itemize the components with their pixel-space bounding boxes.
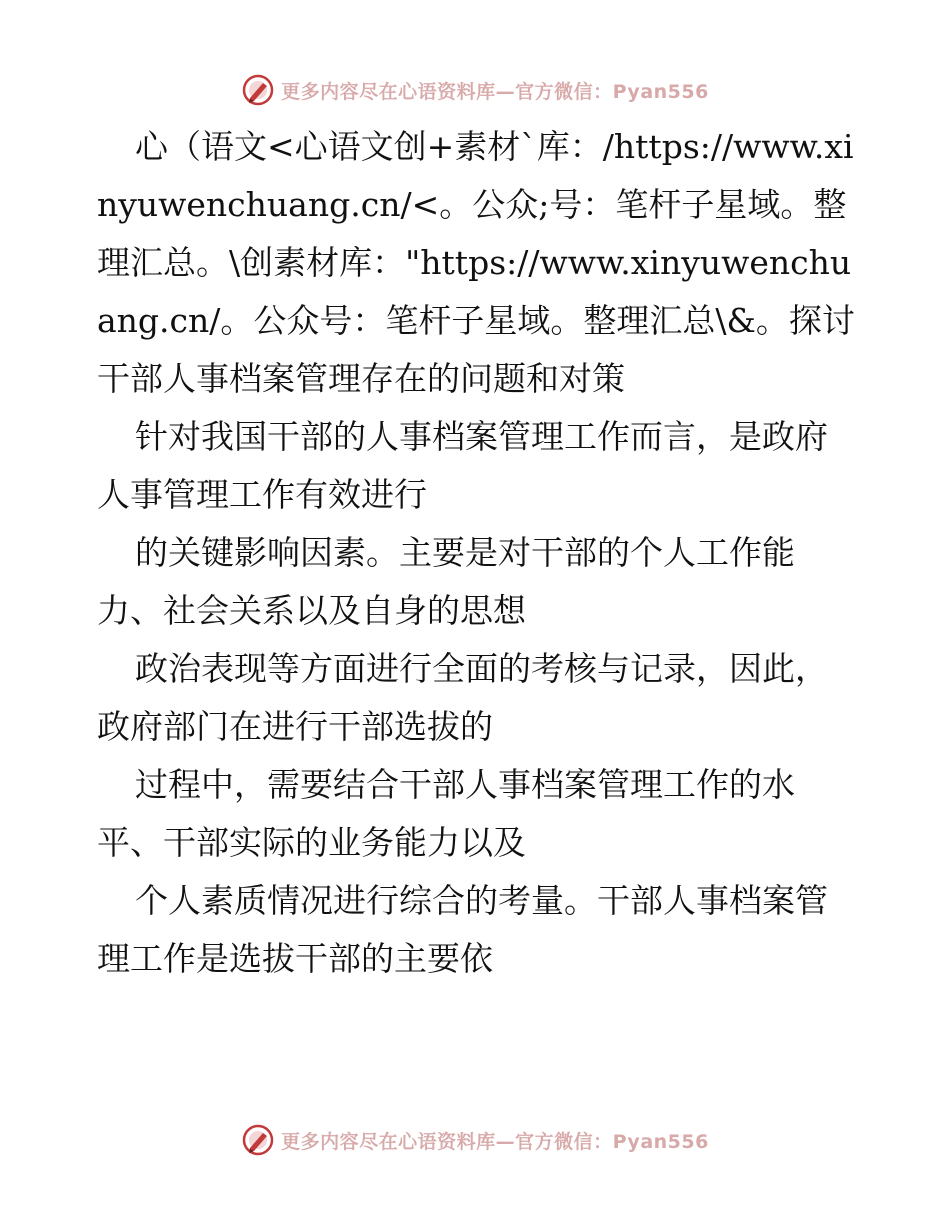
footer-banner [0,1120,950,1160]
paragraph: 政治表现等方面进行全面的考核与记录，因此，政府部门在进行干部选拔的 [97,649,828,746]
paragraph: 心（语文<心语文创+素材`库：/https://www.xinyuwenchuang.cn/<。公众;号：笔杆子星域。整理汇总。\创素材库："https://www.xinyuwenchuang.cn/。公众号：笔杆子星域。整理汇总\&。探讨干部人事档案管理存在的问题和对策 [97,127,855,398]
header-banner-text: 更多内容尽在心语资料库—官方微信：Pyan556 [281,80,709,103]
paragraph: 的关键影响因素。主要是对干部的个人工作能力、社会关系以及自身的思想 [97,533,795,630]
document-body [97,118,857,988]
pen-emblem-icon [241,73,275,107]
header-banner [0,70,950,110]
paragraph: 个人素质情况进行综合的考量。干部人事档案管理工作是选拔干部的主要依 [97,881,828,978]
footer-banner-text: 更多内容尽在心语资料库—官方微信：Pyan556 [281,1130,709,1153]
paragraph: 过程中，需要结合干部人事档案管理工作的水平、干部实际的业务能力以及 [97,765,795,862]
paragraph: 针对我国干部的人事档案管理工作而言，是政府人事管理工作有效进行 [97,417,828,514]
pen-emblem-icon [241,1123,275,1157]
